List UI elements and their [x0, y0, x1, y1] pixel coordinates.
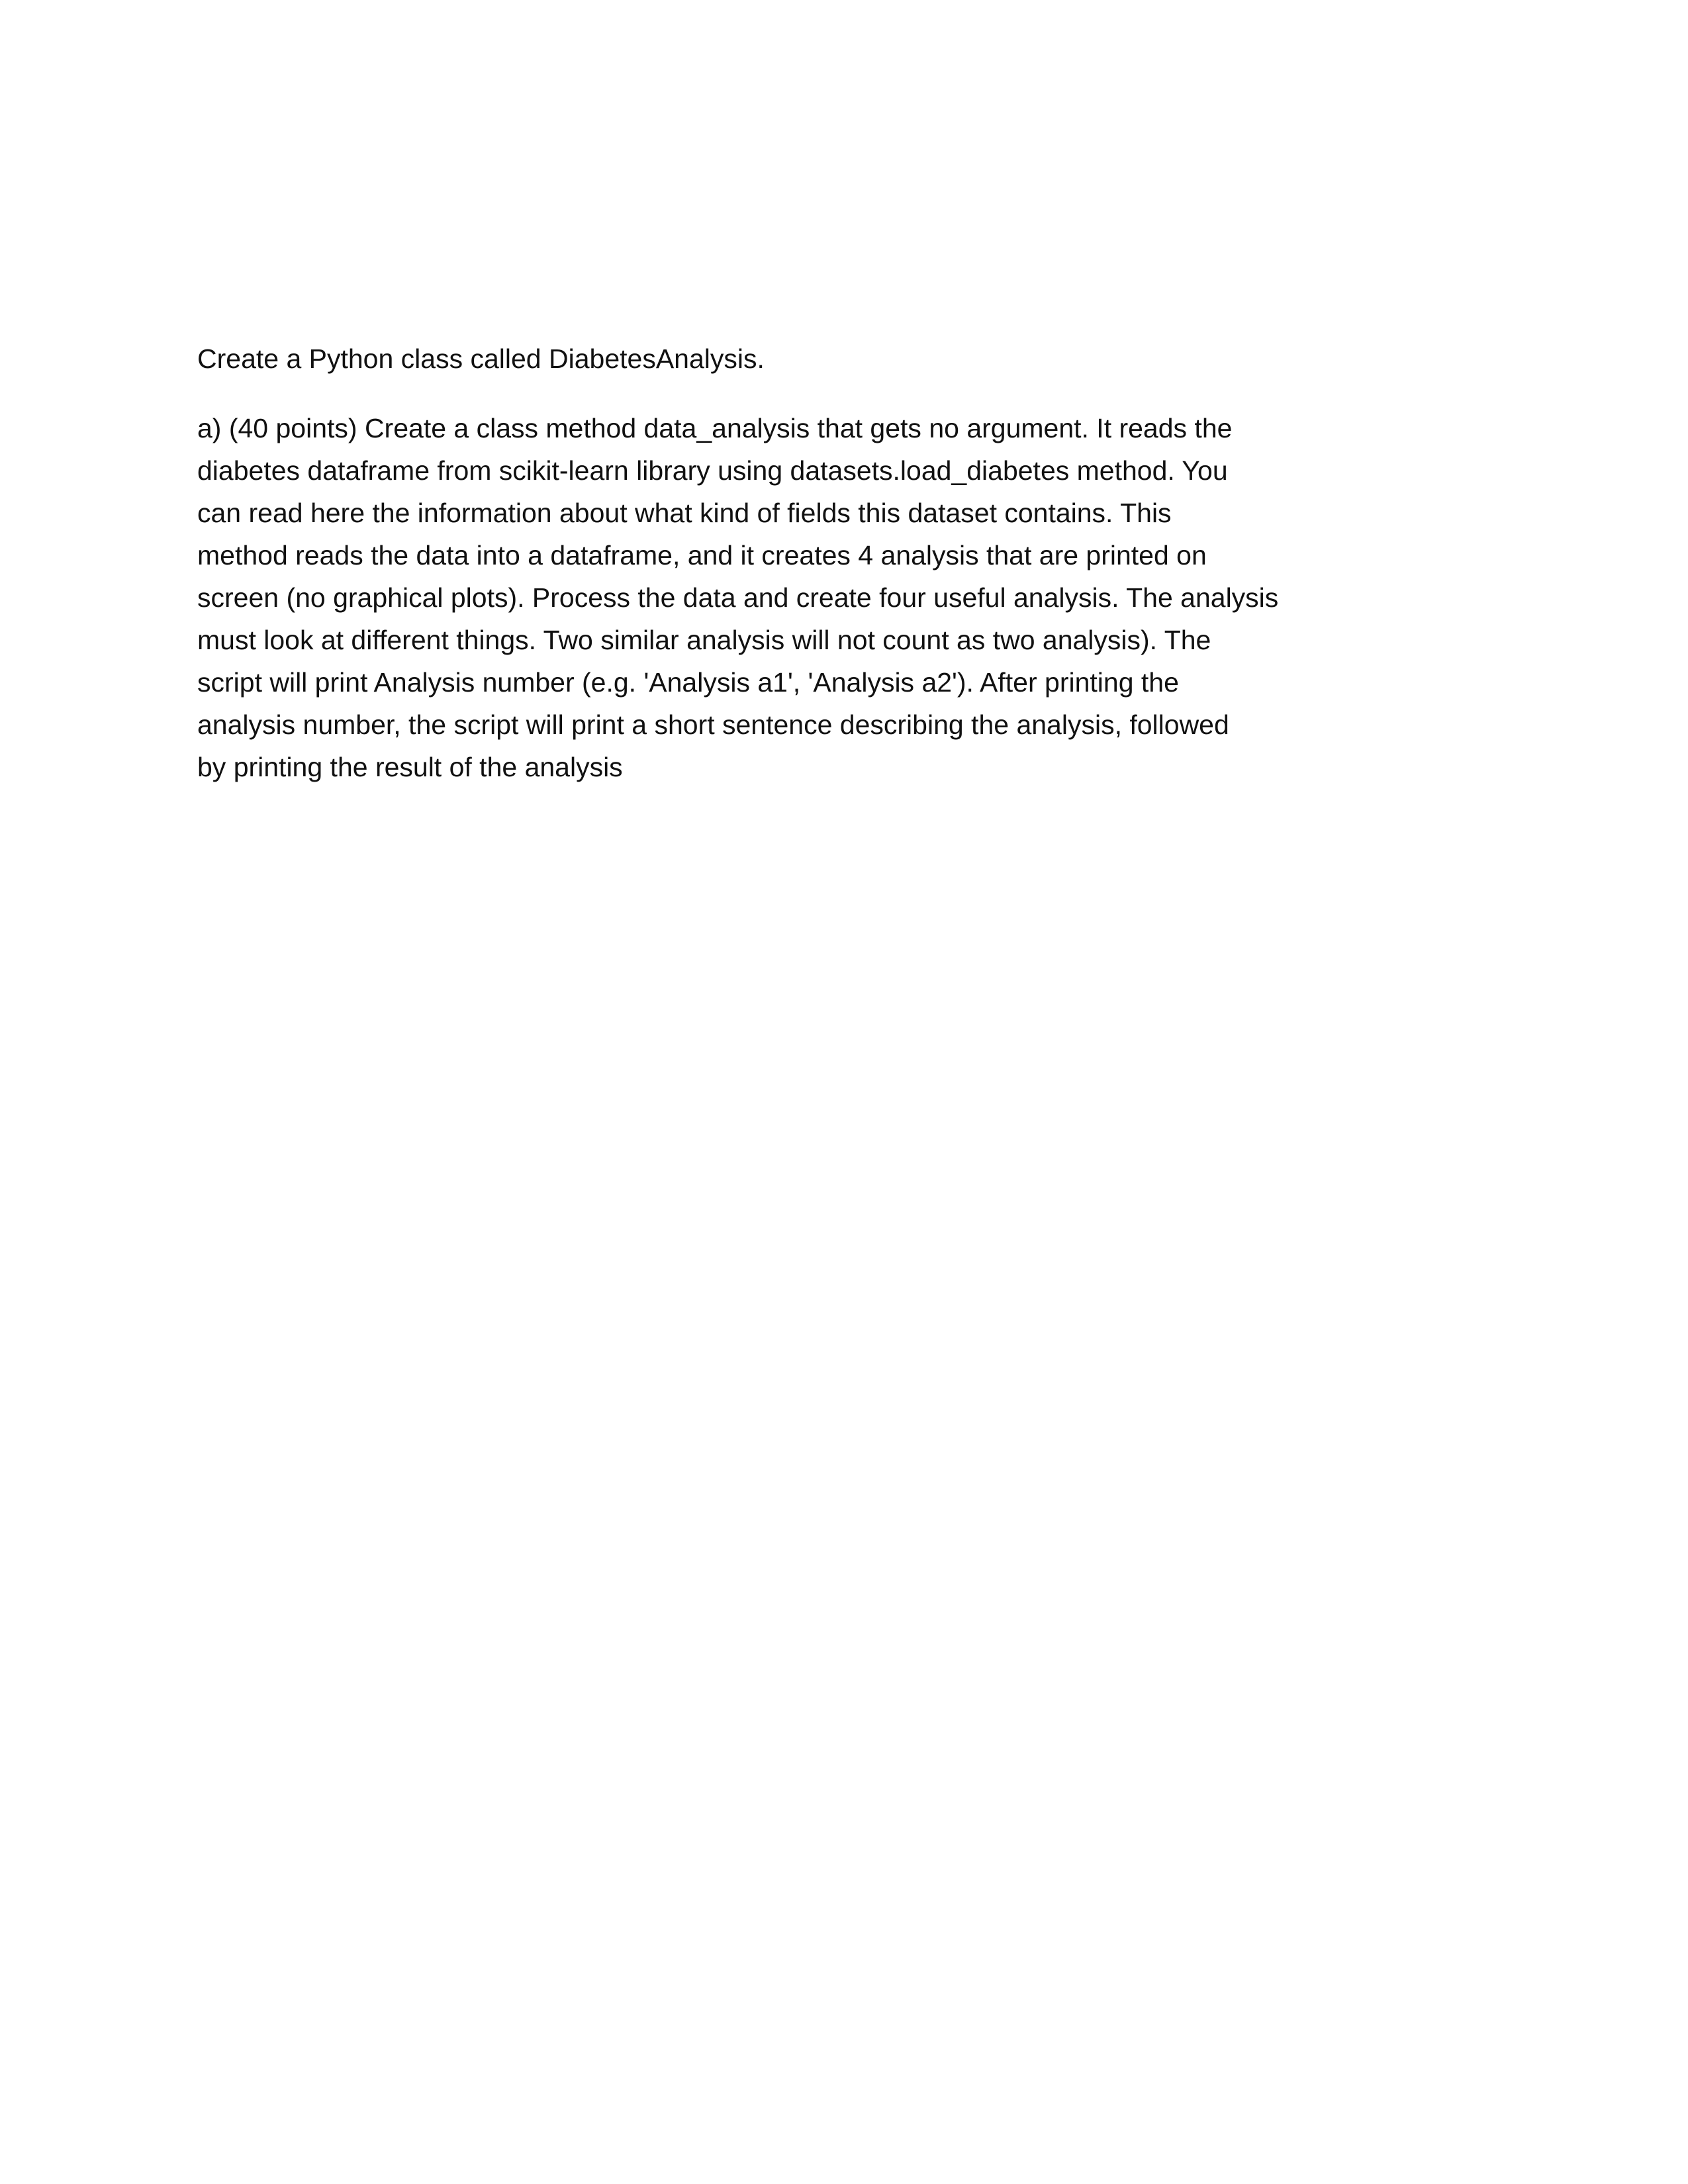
paragraph-line: diabetes dataframe from scikit-learn library using datasets.load_diabetes method. You: [197, 455, 1228, 486]
paragraph-line: screen (no graphical plots). Process the data and create four useful analysis. The analysis: [197, 582, 1279, 613]
paragraph-line: can read here the information about what kind of fields this dataset contains. This: [197, 498, 1172, 528]
assignment-paragraph: [197, 407, 1323, 788]
paragraph-line: by printing the result of the analysis: [197, 752, 623, 782]
paragraph-line: a) (40 points) Create a class method data_analysis that gets no argument. It reads the: [197, 413, 1233, 443]
intro-sentence: Create a Python class called DiabetesAnalysis.: [197, 343, 765, 374]
paragraph-line: method reads the data into a dataframe, and it creates 4 analysis that are printed on: [197, 540, 1207, 570]
paragraph-line: must look at different things. Two similar analysis will not count as two analysis). The: [197, 625, 1211, 655]
document-body: [197, 338, 1323, 788]
paragraph-line: analysis number, the script will print a short sentence describing the analysis, followed: [197, 709, 1229, 740]
paragraph-line: script will print Analysis number (e.g. 'Analysis a1', 'Analysis a2'). After printing the: [197, 667, 1179, 698]
